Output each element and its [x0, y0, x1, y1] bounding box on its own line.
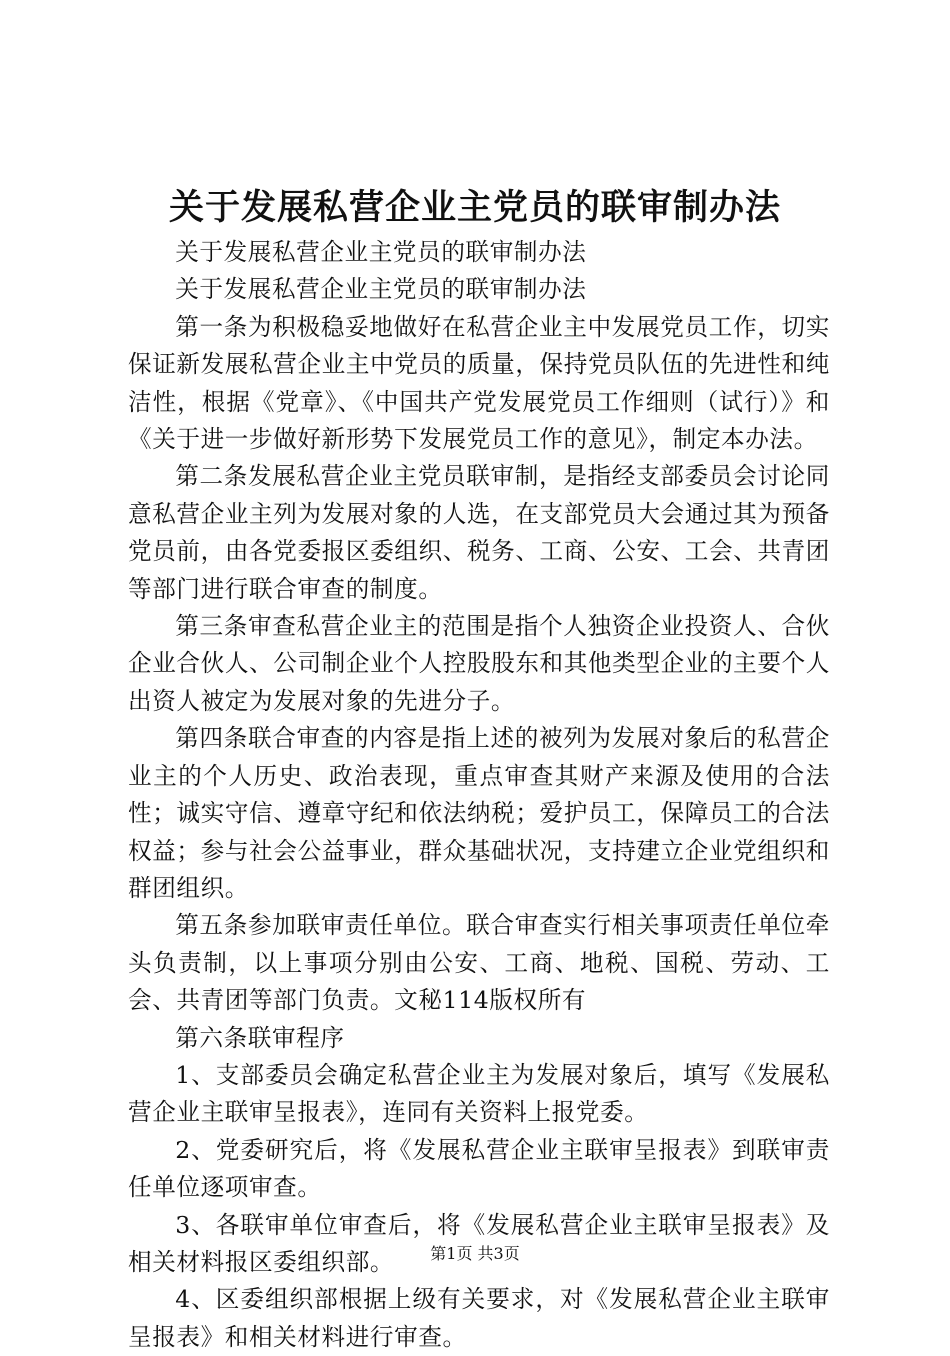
- paragraph: 关于发展私营企业主党员的联审制办法: [175, 238, 587, 266]
- paragraph: 1、支部委员会确定私营企业主为发展对象后，填写《发展私营企业主联审呈报表》，连同有关资料上报党委。: [128, 1060, 830, 1127]
- document-title: 关于发展私营企业主党员的联审制办法: [168, 188, 781, 228]
- paragraph: 第二条发展私营企业主党员联审制，是指经支部委员会讨论同意私营企业主列为发展对象的人选，在支部党员大会通过其为预备党员前，由各党委报区委组织、税务、工商、公安、工会、共青团等部门进行联合审查的制度。: [128, 462, 830, 603]
- page-footer: 第1页 共3页: [430, 1244, 520, 1263]
- paragraph: 第五条参加联审责任单位。联合审查实行相关事项责任单位牵头负责制，以上事项分别由公安、工商、地税、国税、劳动、工会、共青团等部门负责。文秘114版权所有: [128, 911, 830, 1015]
- paragraph: 关于发展私营企业主党员的联审制办法: [175, 275, 587, 304]
- paragraph: 2、党委研究后，将《发展私营企业主联审呈报表》到联审责任单位逐项审查。: [128, 1135, 830, 1202]
- paragraph: 4、区委组织部根据上级有关要求，对《发展私营企业主联审呈报表》和相关材料进行审查。: [128, 1285, 830, 1351]
- paragraph: 第一条为积极稳妥地做好在私营企业主中发展党员工作，切实保证新发展私营企业主中党员的质量，保持党员队伍的先进性和纯洁性，根据《党章》、《中国共产党发展党员工作细则（试行）》和《关于进一步做好新形势下发展党员工作的意见》，制定本办法。: [128, 312, 830, 454]
- paragraph: 第六条联审程序: [175, 1023, 345, 1052]
- paragraph: 3、各联审单位审查后，将《发展私营企业主联审呈报表》及相关材料报区委组织部。: [128, 1210, 830, 1276]
- paragraph: 第四条联合审查的内容是指上述的被列为发展对象后的私营企业主的个人历史、政治表现，重点审查其财产来源及使用的合法性；诚实守信、遵章守纪和依法纳税；爱护员工，保障员工的合法权益；参与社会公益事业，群众基础状况，支持建立企业党组织和群团组织。: [128, 724, 830, 902]
- document-body: [128, 234, 830, 1356]
- paragraph: 第三条审查私营企业主的范围是指个人独资企业投资人、合伙企业合伙人、公司制企业个人控股股东和其他类型企业的主要个人出资人被定为发展对象的先进分子。: [128, 612, 830, 715]
